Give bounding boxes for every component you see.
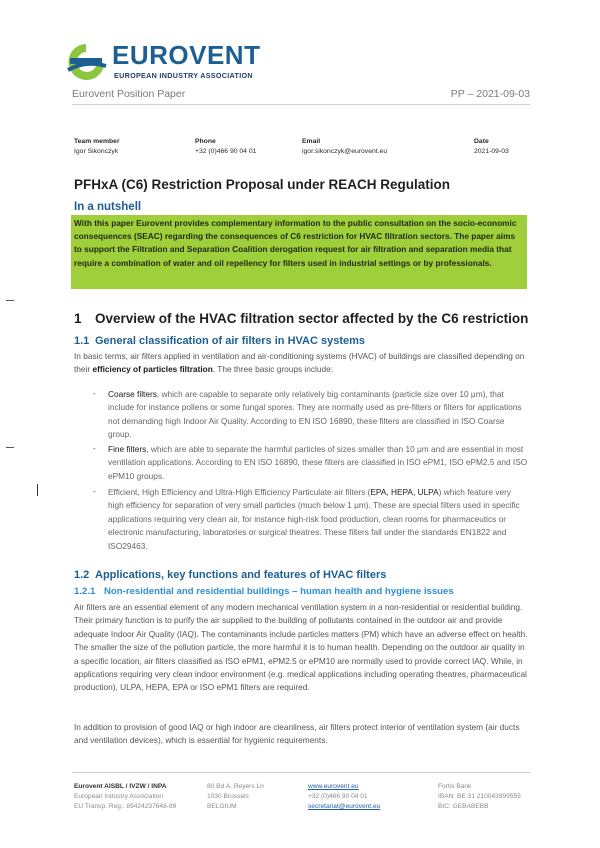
margin-mark xyxy=(6,447,14,448)
bullet-lead-emphasis: EPA, HEPA, ULPA xyxy=(370,487,439,497)
bullet-dash: - xyxy=(93,486,96,496)
team-label: Team member xyxy=(74,138,120,145)
intro-emphasis: efficiency of particles filtration xyxy=(92,364,213,375)
bullet-lead: Coarse filters xyxy=(108,389,157,399)
email-value: igor.sikonczyk@eurovent.eu xyxy=(302,147,388,155)
bullet-text: , which are capable to separate only relatively big contaminants (particle size over 10 μm), that include for instance pollens or some fungal spores. They are normally used as pre-filters or filters for applications not demanding high Indoor Air Quality. According to EN ISO 16890, these filters are classified in ISO Coarse group. xyxy=(108,389,522,440)
document-reference: PP – 2021-09-03 xyxy=(450,88,530,100)
phone-value: +32 (0)466 90 04 01 xyxy=(195,147,257,155)
section-1-1-heading xyxy=(74,335,365,347)
bullet-dash: - xyxy=(93,443,96,453)
bullet-lead: Fine filters xyxy=(108,444,147,454)
footer-org-name: Eurovent AISBL / IVZW / INPA xyxy=(74,783,167,790)
footer-country: BELGIUM xyxy=(207,802,237,810)
contact-email xyxy=(302,137,387,156)
section-number: 1 xyxy=(74,311,82,326)
bullet-text: , which are able to separate the harmful particles of sizes smaller than 10 μm and are essential in most ventilation applications. According to EN ISO 16890, these filters are classified in ISO ePM1, ISO ePM2.5 and ISO ePM10 groups. xyxy=(108,444,528,481)
logo-wordmark: EUROVENT xyxy=(112,40,261,70)
footer-bic: BIC: GEBABEBB xyxy=(438,802,489,810)
footer-bank-name: Fortis Bank xyxy=(438,783,472,790)
eurovent-e-logo-icon xyxy=(62,40,110,84)
footer-bank xyxy=(438,782,521,811)
team-value: Igor Sikonczyk xyxy=(74,147,119,155)
bullet-fine-filters xyxy=(108,443,528,483)
footer-org xyxy=(74,782,176,811)
section-number: 1.1 xyxy=(74,335,90,347)
nutshell-text: With this paper Eurovent provides complementary information to the public consultation on the socio-economic consequences (SEAC) regarding the consequences of C6 restriction for HVAC filtration sectors. The paper aims to support the Filtration and Separation Coalition derogation request for air filtration and separation media that require a combination of water and oil repellency for filters used in industrial settings or by professionals. xyxy=(74,218,517,268)
contact-team xyxy=(74,137,120,156)
logo-tagline: EUROPEAN INDUSTRY ASSOCIATION xyxy=(114,71,253,80)
bullet-coarse-filters xyxy=(108,388,528,442)
margin-mark xyxy=(6,300,14,301)
footer-email-link[interactable]: secretariat@eurovent.eu xyxy=(308,802,381,810)
section-1-2-1-heading xyxy=(74,586,454,597)
footer-registry: EU Transp. Reg.: 89424237648-89 xyxy=(74,802,177,810)
phone-label: Phone xyxy=(195,138,216,145)
intro-text: In basic terms, air filters applied in ventilation and air-conditioning systems (HVAC) of buildings are classified depending on their xyxy=(74,351,525,375)
section-title: General classification of air filters in HVAC systems xyxy=(95,335,366,347)
footer-street: 80 Bd A. Reyers Ln xyxy=(207,783,264,790)
bullet-text: ) which feature very high efficiency for separation of very small particles (much below 1 μm). These are special filters used in specific applications requiring very clean air, for instance high-risk food production, clean rooms for pharmaceutics or electronic manufacturing, laboratories or surgical theatres. These filters fall under the standards EN1822 and ISO29463. xyxy=(108,487,520,551)
footer-website-link[interactable]: www.eurovent.eu xyxy=(308,783,359,790)
bullet-lead: Efficient, High Efficiency and Ultra-High Efficiency Particulate air filters ( xyxy=(108,487,371,497)
header-rule xyxy=(72,104,530,105)
email-label: Email xyxy=(302,138,321,145)
text-cursor-bar xyxy=(37,484,38,496)
bullet-hepa-filters xyxy=(108,486,528,553)
page-title: PFHxA (C6) Restriction Proposal under REACH Regulation xyxy=(74,177,451,192)
section-title: Applications, key functions and features of HVAC filters xyxy=(95,569,387,581)
footer-address xyxy=(207,782,264,811)
footer-org-type: European Industry Association xyxy=(74,792,164,800)
section-1-2-1-paragraph-1: Air filters are an essential element of any modern mechanical ventilation system in a non-residential or residential building. Their primary function is to purify the air supplied to the building of pollutants contained in the outdoor air and provide adequate Indoor Air Quality (IAQ). The contaminants include particles matters (PM) which have an adverse effect on health. The smaller the size of the pollution particle, the more harmful it is to human health. Depending on the outdoor air quality in a specific location, air filters classified as ISO ePM1, ePM2.5 or ePM10 are normally used to provide correct IAQ. While, in applications requiring very clean indoor environment (e.g. medical applications including operating theatres, pharmaceutical production), ULPA, HEPA, EPA or ISO ePM1 filters are required. xyxy=(74,602,528,693)
date-value: 2021-09-03 xyxy=(474,147,509,155)
footer-city: 1030 Brussels xyxy=(207,792,249,800)
section-title: Overview of the HVAC filtration sector affected by the C6 restriction xyxy=(95,311,529,326)
nutshell-heading: In a nutshell xyxy=(74,201,142,213)
nutshell-summary xyxy=(71,215,527,289)
footer-phone: +32 (0)466 90 04 01 xyxy=(308,792,368,800)
footer-rule xyxy=(72,772,530,773)
section-number: 1.2 xyxy=(74,569,90,581)
section-1-1-intro xyxy=(74,350,529,377)
date-label: Date xyxy=(474,138,489,145)
section-title: Non-residential and residential buildings – human health and hygiene issues xyxy=(104,586,454,597)
section-1-2-heading xyxy=(74,569,386,581)
section-1-2-1-paragraph-2: In addition to provision of good IAQ or high indoor are cleanliness, air filters protect interior of ventilation system (air ducts and ventilation devices), which is essential for hygienic requirements. xyxy=(74,722,520,746)
footer-iban: IBAN: BE 31 210043999555 xyxy=(438,792,521,800)
document-type: Eurovent Position Paper xyxy=(72,88,186,100)
footer-contacts xyxy=(308,782,380,811)
intro-text-end: . The three basic groups include: xyxy=(212,364,334,375)
bullet-dash: - xyxy=(93,388,96,398)
section-1-heading xyxy=(74,311,528,326)
contact-date xyxy=(474,137,509,156)
contact-phone xyxy=(195,137,256,156)
section-number: 1.2.1 xyxy=(74,586,96,597)
